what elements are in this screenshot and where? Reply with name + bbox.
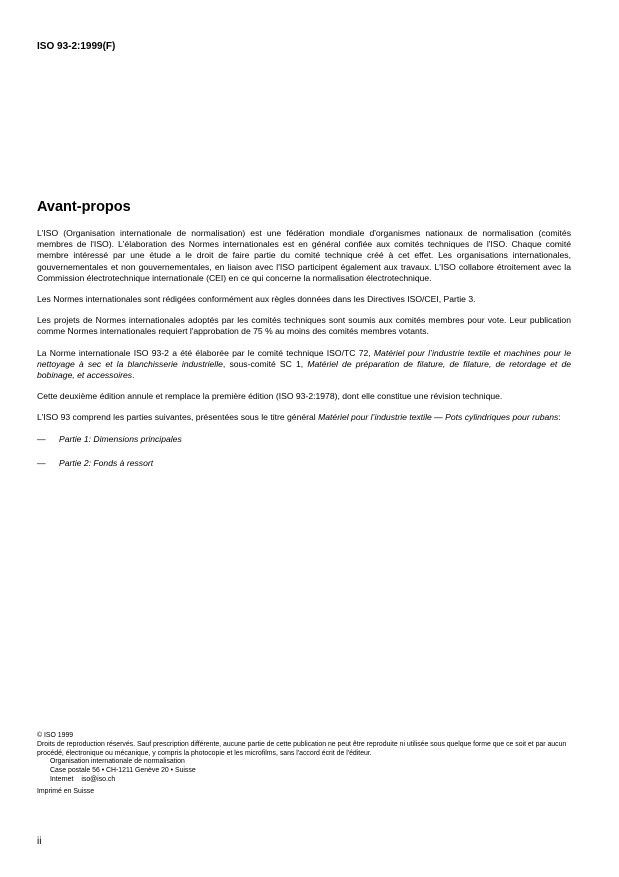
paragraph-3: Les projets de Normes internationales adoptés par les comités techniques sont soumis aux comités membres pour vote. Leur publication comme Normes internationales requiert l'approbation de 75 % au moins des comités membres votants. <box>37 315 571 337</box>
org-name: Organisation internationale de normalisation <box>50 758 185 766</box>
p6-text-c: : <box>558 412 561 423</box>
printed-in: Imprimé en Suisse <box>37 787 95 795</box>
p6-text-a: L'ISO 93 comprend les parties suivantes, présentées sous le titre général <box>37 412 319 423</box>
rights-notice: Droits de reproduction réservés. Sauf prescription différente, aucune partie de cette publication ne peut être reproduite ni utilisée sous quelque forme que ce soit et par aucun procédé, électronique ou mécanique, y compris la photocopie et les microfilms, sans l'accord écrit de l'éditeur. <box>37 740 567 757</box>
org-internet <box>37 776 582 785</box>
p4-text-a: La Norme internationale ISO 93-2 a été élaborée par le comité technique ISO/TC 72, <box>37 347 374 358</box>
list-item-text: Partie 1: Dimensions principales <box>59 433 182 444</box>
paragraph-5: Cette deuxième édition annule et remplace la première édition (ISO 93-2:1978), dont elle constitue une révision technique. <box>37 391 503 402</box>
dash-bullet: — <box>37 457 46 468</box>
p4-committee-title: Matériel pour l’industrie textile et machines pour le nettoyage à sec et la blanchisserie industrielle <box>37 347 571 369</box>
list-item <box>37 434 571 445</box>
p4-text-e: . <box>132 370 135 381</box>
paragraph-2: Les Normes internationales sont rédigées conformément aux règles données dans les Directives ISO/CEI, Partie 3. <box>37 294 476 305</box>
page-title: Avant-propos <box>37 199 131 215</box>
internet-label: Internet <box>50 775 74 783</box>
p4-text-c: , sous-comité SC 1, <box>222 358 308 369</box>
list-item-text: Partie 2: Fonds à ressort <box>59 457 154 468</box>
copyright-line: © ISO 1999 <box>37 732 74 739</box>
internet-email: iso@iso.ch <box>81 775 116 783</box>
paragraph-1: L'ISO (Organisation internationale de normalisation) est une fédération mondiale d'organismes nationaux de normalisation (comités membres de l'ISO). L'élaboration des Normes internationales est en général confiée aux comités techniques de l'ISO. Chaque comité membre intéressé par une étude a le droit de faire partie du comité technique créé à cet effet. Les organisations internationales, gouvernementales et non gouvernementales, en liaison avec l'ISO participent également aux travaux. L'ISO collabore étroitement avec la Commission électrotechnique internationale (CEI) en ce qui concerne la normalisation électrotechnique. <box>37 228 571 283</box>
page-number: ii <box>37 836 42 847</box>
paragraph-4 <box>37 348 571 382</box>
dash-bullet: — <box>37 433 46 444</box>
copyright-block <box>37 732 582 797</box>
p6-general-title: Matériel pour l’industrie textile — Pots cylindriques pour rubans <box>318 412 559 423</box>
foreword-body <box>37 228 571 482</box>
list-item <box>37 458 571 469</box>
p4-subcommittee-title: Matériel de préparation de filature, de filature, de retordage et de bobinage, et accessoires <box>37 358 572 381</box>
document-id: ISO 93-2:1999(F) <box>37 41 116 52</box>
parts-list <box>37 434 571 469</box>
org-address: Case postale 56 • CH-1211 Genève 20 • Suisse <box>50 767 196 775</box>
paragraph-6 <box>37 412 571 423</box>
